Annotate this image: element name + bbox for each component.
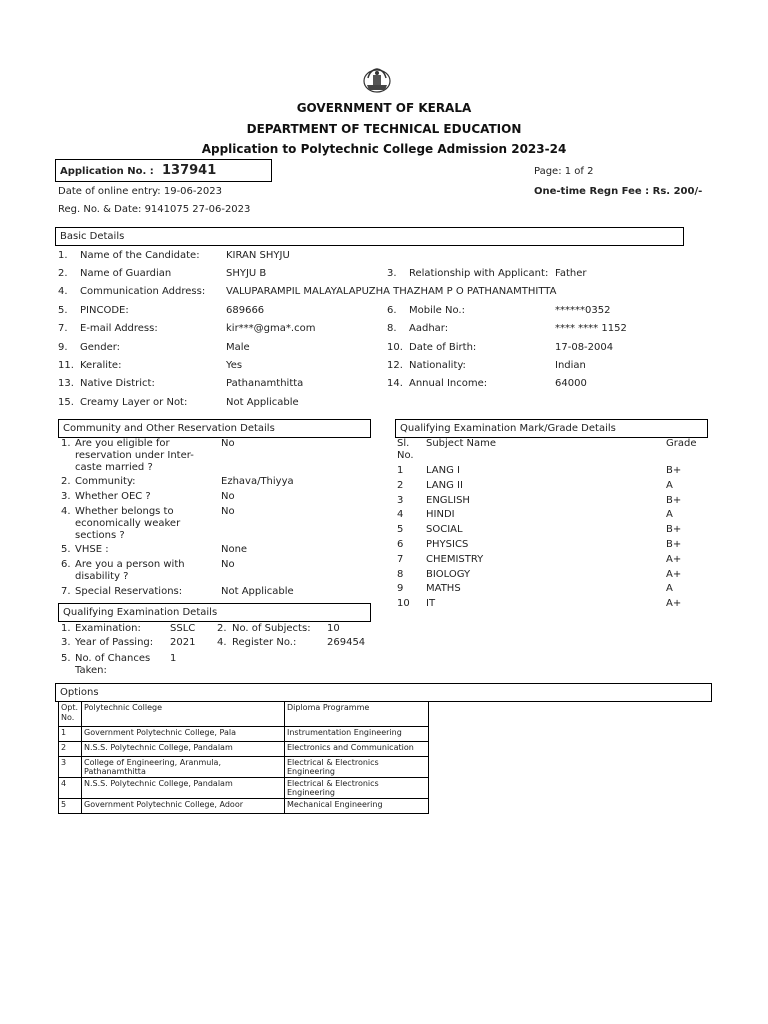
candidate-name: KIRAN SHYJU	[226, 250, 290, 261]
page-number: Page: 1 of 2	[534, 166, 594, 177]
marks-sl: 8	[397, 568, 404, 580]
marks-subject: ENGLISH	[426, 494, 470, 506]
basic-label: Relationship with Applicant:	[409, 268, 549, 279]
basic-label: Name of the Candidate:	[80, 250, 200, 261]
basic-label: Creamy Layer or Not:	[80, 397, 188, 408]
exam-label: Year of Passing:	[75, 637, 154, 648]
option-number: 1	[59, 727, 82, 742]
basic-label: Aadhar:	[409, 323, 449, 334]
relationship: Father	[555, 268, 587, 279]
community-label: VHSE :	[75, 544, 109, 555]
marks-subject: HINDI	[426, 509, 455, 521]
online-entry-date: Date of online entry: 19-06-2023	[58, 186, 222, 197]
basic-label: Date of Birth:	[409, 342, 477, 353]
community-label: Are you a person with disability ?	[75, 559, 185, 582]
basic-label: Name of Guardian	[80, 268, 172, 279]
marks-grade: B+	[666, 494, 682, 506]
marks-header-grade: Grade	[666, 438, 697, 449]
basic-num: 11.	[58, 360, 74, 371]
options-table	[58, 701, 429, 814]
option-programme: Mechanical Engineering	[285, 799, 429, 814]
community-num: 1.	[61, 438, 71, 449]
marks-grade: A+	[666, 553, 682, 565]
marks-grade: A+	[666, 598, 682, 610]
community-label: Community:	[75, 476, 136, 487]
community-label: Are you eligible for reservation under Inter-caste married ?	[75, 438, 194, 473]
exam-num: 3.	[61, 637, 71, 648]
community-num: 3.	[61, 491, 71, 502]
basic-num: 14.	[387, 378, 403, 389]
basic-num: 8.	[387, 323, 397, 334]
marks-subject: MATHS	[426, 583, 461, 595]
section-basic-details: Basic Details	[55, 227, 684, 246]
chances-value: 1	[170, 653, 177, 664]
option-college: Government Polytechnic College, Pala	[82, 727, 285, 742]
options-header-college: Polytechnic College	[82, 702, 285, 727]
basic-num: 2.	[58, 268, 68, 279]
option-programme: Electrical & Electronics Engineering	[285, 778, 429, 799]
basic-label: Mobile No.:	[409, 305, 465, 316]
marks-sl: 7	[397, 553, 404, 565]
community-label: Special Reservations:	[75, 586, 183, 597]
basic-num: 1.	[58, 250, 68, 261]
basic-label: Annual Income:	[409, 378, 488, 389]
pincode: 689666	[226, 305, 265, 316]
exam-label: No. of Chances Taken:	[75, 653, 151, 676]
basic-num: 10.	[387, 342, 403, 353]
application-number: 137941	[162, 163, 217, 178]
options-header-programme: Diploma Programme	[285, 702, 429, 727]
exam-label: Examination:	[75, 623, 141, 634]
community-label: Whether OEC ?	[75, 491, 151, 502]
basic-label: E-mail Address:	[80, 323, 158, 334]
marks-grade: B+	[666, 465, 682, 476]
disability-value: No	[221, 559, 235, 570]
marks-sl: 5	[397, 524, 404, 536]
marks-grade: A+	[666, 568, 682, 580]
exam-label: No. of Subjects:	[232, 623, 311, 634]
ews-value: No	[221, 506, 235, 517]
options-row	[59, 778, 429, 799]
registration-number-date: Reg. No. & Date: 9141075 27-06-2023	[58, 204, 251, 215]
guardian-name: SHYJU B	[226, 268, 267, 279]
oec-value: No	[221, 491, 235, 502]
community-num: 7.	[61, 586, 71, 597]
native-district: Pathanamthitta	[226, 378, 304, 389]
marks-subject: CHEMISTRY	[426, 553, 484, 565]
basic-num: 7.	[58, 323, 68, 334]
inter-caste-value: No	[221, 438, 235, 449]
option-number: 3	[59, 757, 82, 778]
options-header-opt: Opt. No.	[59, 702, 82, 727]
options-row	[59, 742, 429, 757]
header-application-title: Application to Polytechnic College Admission 2023-24	[201, 142, 567, 156]
year-passing-value: 2021	[170, 637, 196, 648]
basic-label: Keralite:	[80, 360, 122, 371]
option-college: College of Engineering, Aranmula, Pathanamthitta	[82, 757, 285, 778]
marks-sl: 4	[397, 509, 404, 521]
option-number: 4	[59, 778, 82, 799]
marks-sl: 3	[397, 494, 404, 506]
email-address: kir***@gma*.com	[226, 323, 316, 334]
gender: Male	[226, 342, 250, 353]
marks-subject: LANG II	[426, 479, 463, 491]
marks-grade: B+	[666, 539, 682, 550]
marks-sl: 6	[397, 539, 404, 550]
marks-sl: 2	[397, 479, 404, 491]
section-options: Options	[55, 683, 712, 702]
kerala-emblem-icon	[362, 64, 392, 94]
section-qualifying-exam: Qualifying Examination Details	[58, 603, 371, 622]
vhse-value: None	[221, 544, 248, 555]
option-programme: Instrumentation Engineering	[285, 727, 429, 742]
marks-sl: 1	[397, 465, 404, 476]
options-header-row	[59, 702, 429, 727]
basic-num: 12.	[387, 360, 403, 371]
marks-grade: A	[666, 509, 673, 521]
basic-label: Nationality:	[409, 360, 466, 371]
exam-num: 5.	[61, 653, 71, 664]
mobile-number: ******0352	[555, 305, 611, 316]
option-college: Government Polytechnic College, Adoor	[82, 799, 285, 814]
option-college: N.S.S. Polytechnic College, Pandalam	[82, 778, 285, 799]
marks-subject: IT	[426, 598, 436, 610]
option-college: N.S.S. Polytechnic College, Pandalam	[82, 742, 285, 757]
examination-value: SSLC	[170, 623, 196, 634]
section-community: Community and Other Reservation Details	[58, 419, 371, 438]
communication-address: VALUPARAMPIL MALAYALAPUZHA THAZHAM P O PATHANAMTHITTA	[226, 286, 557, 297]
basic-num: 3.	[387, 268, 397, 279]
marks-subject: BIOLOGY	[426, 568, 471, 580]
header-department: DEPARTMENT OF TECHNICAL EDUCATION	[246, 122, 522, 136]
registration-fee: One-time Regn Fee : Rs. 200/-	[534, 186, 703, 197]
community-label: Whether belongs to economically weaker sections ?	[75, 506, 181, 541]
options-row	[59, 799, 429, 814]
marks-subject: LANG I	[426, 465, 460, 476]
marks-header-subject: Subject Name	[426, 438, 497, 449]
application-number-label: Application No. :	[60, 166, 154, 177]
basic-label: Communication Address:	[80, 286, 206, 297]
nationality: Indian	[555, 360, 586, 371]
basic-num: 13.	[58, 378, 74, 389]
option-number: 5	[59, 799, 82, 814]
exam-num: 4.	[217, 637, 227, 648]
creamy-layer: Not Applicable	[226, 397, 299, 408]
basic-num: 4.	[58, 286, 68, 297]
marks-sl: 9	[397, 583, 404, 595]
marks-grade: B+	[666, 524, 682, 536]
special-reservation-value: Not Applicable	[221, 586, 294, 597]
basic-label: Gender:	[80, 342, 121, 353]
option-programme: Electronics and Communication	[285, 742, 429, 757]
basic-num: 15.	[58, 397, 74, 408]
basic-num: 6.	[387, 305, 397, 316]
date-of-birth: 17-08-2004	[555, 342, 614, 353]
marks-subject: PHYSICS	[426, 539, 469, 550]
subjects-count-value: 10	[327, 623, 340, 634]
basic-num: 9.	[58, 342, 68, 353]
exam-label: Register No.:	[232, 637, 297, 648]
options-row	[59, 727, 429, 742]
community-value: Ezhava/Thiyya	[221, 476, 294, 487]
community-num: 2.	[61, 476, 71, 487]
options-row	[59, 757, 429, 778]
keralite: Yes	[226, 360, 243, 371]
marks-header-sl: Sl. No.	[397, 438, 414, 461]
community-num: 5.	[61, 544, 71, 555]
community-num: 4.	[61, 506, 71, 517]
register-number-value: 269454	[327, 637, 366, 648]
annual-income: 64000	[555, 378, 587, 389]
exam-num: 1.	[61, 623, 71, 634]
marks-grade: A	[666, 583, 673, 595]
marks-subject: SOCIAL	[426, 524, 463, 536]
exam-num: 2.	[217, 623, 227, 634]
marks-grade: A	[666, 479, 673, 491]
aadhar: **** **** 1152	[555, 323, 627, 334]
basic-label: PINCODE:	[80, 305, 129, 316]
community-num: 6.	[61, 559, 71, 570]
header-government: GOVERNMENT OF KERALA	[296, 101, 472, 115]
option-number: 2	[59, 742, 82, 757]
basic-num: 5.	[58, 305, 68, 316]
option-programme: Electrical & Electronics Engineering	[285, 757, 429, 778]
basic-label: Native District:	[80, 378, 155, 389]
section-marks: Qualifying Examination Mark/Grade Details	[395, 419, 708, 438]
marks-sl: 10	[397, 598, 410, 610]
